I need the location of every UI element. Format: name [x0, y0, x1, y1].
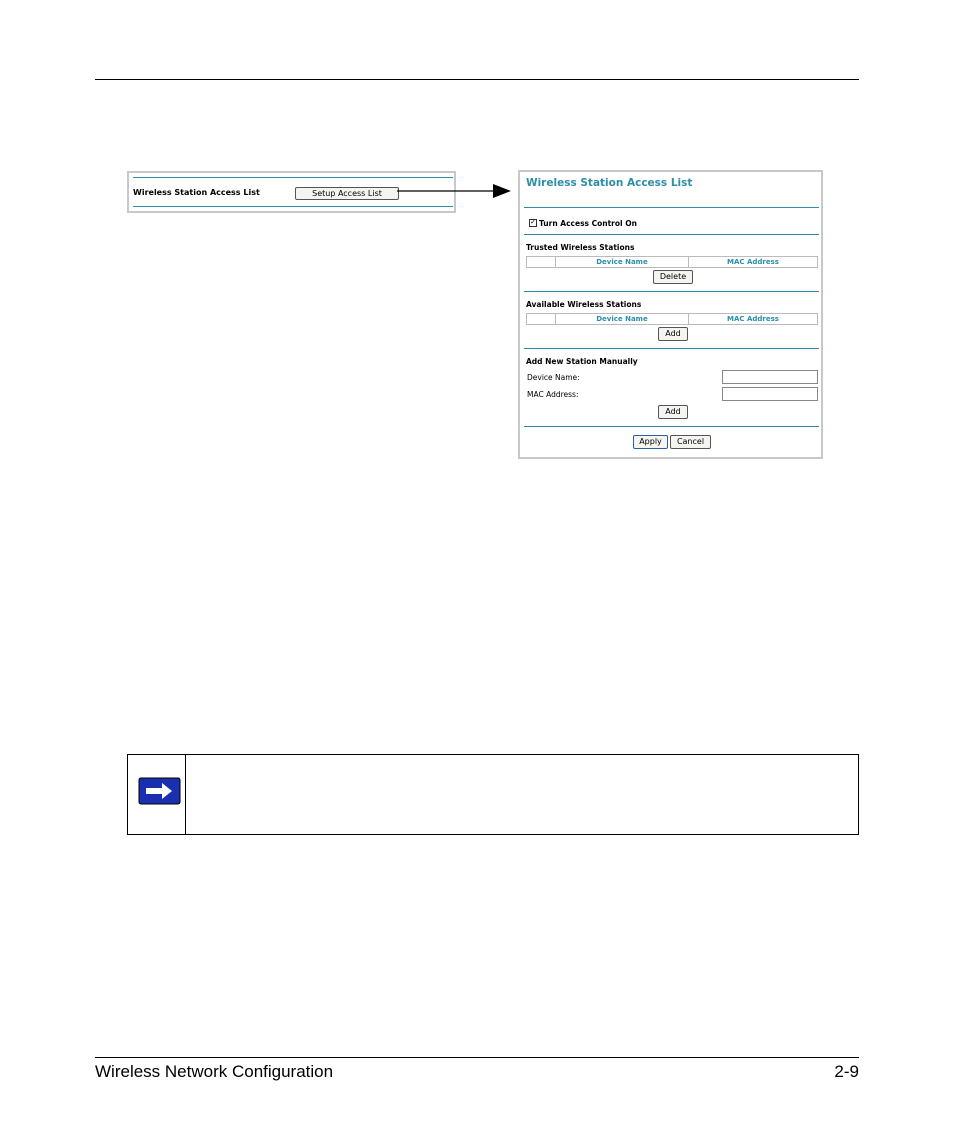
device-name-input[interactable]	[722, 370, 818, 384]
footer-rule	[95, 1057, 859, 1058]
add-manually-title: Add New Station Manually	[526, 357, 638, 366]
arrow-right-icon	[138, 777, 181, 805]
footer-page-number: 2-9	[834, 1062, 859, 1081]
available-stations-table	[526, 313, 818, 325]
footer-chapter: Wireless Network Configuration	[95, 1062, 334, 1081]
access-list-dialog	[518, 170, 823, 459]
snippet-label: Wireless Station Access List	[133, 188, 260, 197]
mac-address-label: MAC Address:	[527, 390, 579, 399]
divider	[133, 177, 453, 178]
column-header: MAC Address	[727, 258, 779, 266]
trusted-stations-table	[526, 256, 818, 268]
divider	[524, 207, 819, 208]
column-header: Device Name	[556, 257, 689, 267]
divider	[524, 348, 819, 349]
dialog-title: Wireless Station Access List	[526, 177, 693, 189]
access-control-checkbox[interactable]: ✓	[530, 219, 536, 226]
divider	[524, 291, 819, 292]
divider	[133, 206, 453, 207]
delete-button[interactable]: Delete	[653, 270, 693, 284]
apply-button[interactable]: Apply	[633, 435, 668, 449]
column-header: MAC Address	[727, 315, 779, 323]
column-header: Device Name	[556, 314, 689, 324]
cancel-button[interactable]: Cancel	[670, 435, 711, 449]
divider	[524, 234, 819, 235]
divider	[524, 426, 819, 427]
device-name-label: Device Name:	[527, 373, 580, 382]
checkbox-label: Turn Access Control On	[539, 219, 637, 228]
setup-access-list-button[interactable]: Setup Access List	[295, 187, 399, 200]
note-box	[127, 754, 859, 835]
add-manual-button[interactable]: Add	[658, 405, 688, 419]
note-divider	[185, 755, 186, 834]
available-stations-title: Available Wireless Stations	[526, 300, 642, 309]
trusted-stations-title: Trusted Wireless Stations	[526, 243, 635, 252]
pointer-arrow	[395, 182, 517, 200]
add-available-button[interactable]: Add	[658, 327, 688, 341]
mac-address-input[interactable]	[722, 387, 818, 401]
header-rule	[95, 79, 859, 80]
